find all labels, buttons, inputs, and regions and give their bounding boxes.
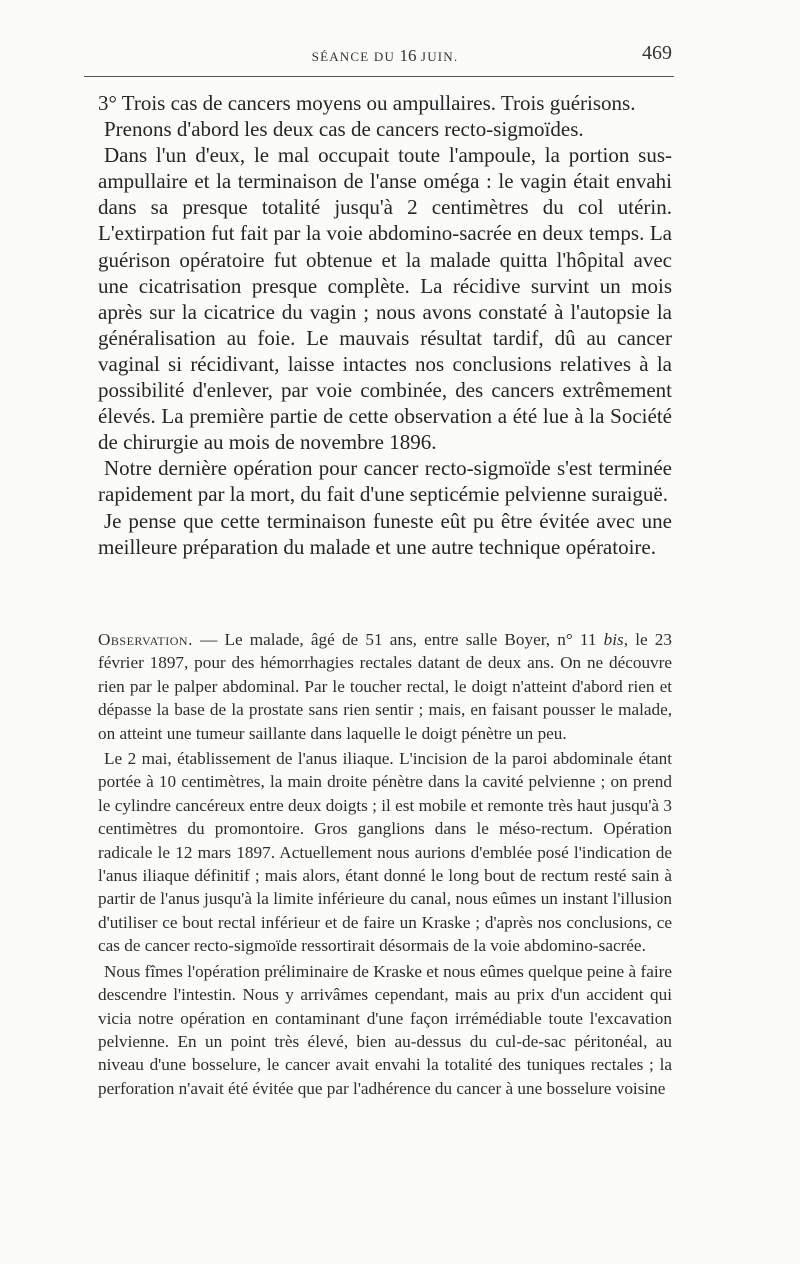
observation-paragraph-3: Nous fîmes l'opération préliminaire de Kraske et nous eûmes quelque peine à faire descendre l'intestin. Nous y arrivâmes cependant, mais au prix d'un accident qui vicia notre opération en contaminant d'une façon irrémédiable toute l'excavation pelvienne. En un point très élevé, bien au-dessus du cul-de-sac péritonéal, au niveau d'une bosselure, le cancer avait envahi la totalité des tuniques rectales ; la perforation n'avait été évitée que par l'adhérence du cancer à une bosselure voisine bbox=[98, 961, 672, 1098]
observation-paragraph-1 bbox=[98, 628, 672, 745]
running-title-suffix: JUIN. bbox=[416, 49, 459, 64]
observation-rest: , le 23 février 1897, pour des hémorrhagies rectales datant de deux ans. On ne découvre rien par le palper abdominal. Par le toucher rectal, le doigt n'atteint d'abord rien et dépasse la base de la prostate sans rien sentir ; mais, en faisant pousser le malade, on atteint une tumeur saillante dans laquelle le doigt pénètre un peu. bbox=[98, 630, 672, 743]
observation-label: Observation. bbox=[98, 630, 193, 649]
paragraph-conclusion: Je pense que cette terminaison funeste eût pu être évitée avec une meilleure préparation du malade et une autre technique opératoire. bbox=[98, 508, 672, 559]
running-title-day: 16 bbox=[399, 46, 417, 65]
observation-intro: — Le malade, âgé de 51 ans, entre salle Boyer, n° 11 bbox=[192, 630, 604, 649]
running-title-prefix: SÉANCE DU bbox=[311, 49, 400, 64]
observation-bis: bis bbox=[603, 630, 624, 649]
running-title bbox=[98, 46, 672, 66]
main-text bbox=[98, 90, 672, 560]
paragraph-ampullary-cases: 3° Trois cas de cancers moyens ou ampullaires. Trois guérisons. bbox=[98, 91, 636, 115]
observation-paragraph-2: Le 2 mai, établissement de l'anus iliaque. L'incision de la paroi abdominale étant portée à 10 centimètres, la main droite pénètre dans la cavité pelvienne ; on prend le cylindre cancéreux entre deux doigts ; il est mobile et remonte très haut jusqu'à 3 centimètres du promontoire. Gros ganglions dans le méso-rectum. Opération radicale le 12 mars 1897. Actuellement nous aurions d'emblée posé l'indication de l'anus iliaque définitif ; mais alors, étant donné le long bout de rectum resté sain à partir de l'anus jusqu'à la limite inférieure du canal, nous eûmes un instant l'illusion d'utiliser ce bout rectal inférieur et de faire un Kraske ; d'après nos conclusions, ce cas de cancer recto-sigmoïde ressortirait désormais de la voie abdomino-sacrée. bbox=[98, 749, 672, 956]
page-number: 469 bbox=[642, 42, 672, 64]
paragraph-recto-sigmoid-intro: Prenons d'abord les deux cas de cancers recto-sigmoïdes. bbox=[104, 117, 584, 142]
header-rule bbox=[84, 76, 674, 77]
paragraph-first-case: Dans l'un d'eux, le mal occupait toute l'ampoule, la portion sus-ampullaire et la terminaison de l'anse oméga : le vagin était envahi dans sa presque totalité jusqu'à 2 centimètres du col utérin. L'extirpation fut fait par la voie abdomino-sacrée en deux temps. La guérison opératoire fut obtenue et la malade quitta l'hôpital avec une cicatrisation presque complète. La récidive survint un mois après sur la cicatrice du vagin ; nous avons constaté à l'autopsie la généralisation au foie. Le mauvais résultat tardif, dû au cancer vaginal si récidivant, laisse intactes nos conclusions relatives à la possibilité d'enlever, par voie combinée, des cancers extrêmement élevés. La première partie de cette observation a été lue à la Société de chirurgie au mois de novembre 1896. bbox=[98, 143, 672, 455]
paragraph-last-operation: Notre dernière opération pour cancer recto-sigmoïde s'est terminée rapidement par la mort, du fait d'une septicémie pelvienne suraiguë. bbox=[98, 456, 672, 507]
running-header bbox=[98, 44, 672, 66]
observation-section bbox=[98, 628, 672, 1100]
